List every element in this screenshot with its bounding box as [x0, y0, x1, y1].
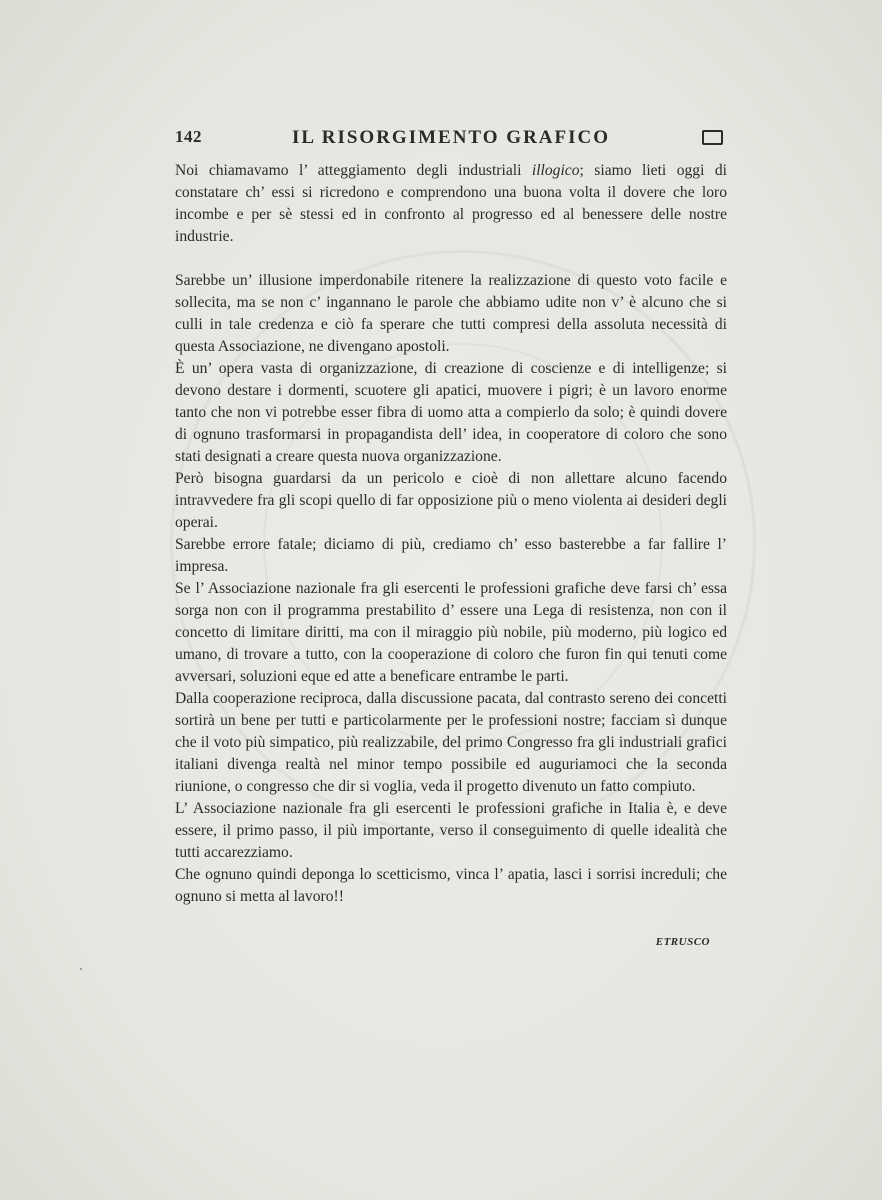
running-title: IL RISORGIMENTO GRAFICO [291, 127, 611, 148]
paragraph: È un’ opera vasta di organizzazione, di creazione di coscienze e di intelligenze; si devono destare i dormenti, scuotere gli apatici, muovere i pigri; è un lavoro enorme tanto che non vi potrebbe esser fibra di uomo atta a compierlo da solo; è quindi dovere di ognuno trasformarsi in propagandista dell’ idea, in cooperatore di coloro che sono stati designati a creare questa nuova organizzazione. [175, 360, 727, 465]
paragraph: Che ognuno quindi deponga lo scetticismo, vinca l’ apatia, lasci i sorrisi increduli; che ognuno si metta al lavoro!! [175, 866, 727, 905]
paragraph: L’ Associazione nazionale fra gli esercenti le professioni grafiche in Italia è, e deve essere, il primo passo, il più importante, verso il conseguimento di quelle idealità che tutti accarezziamo. [175, 800, 727, 861]
paper-speck [80, 968, 82, 970]
paragraph: Se l’ Associazione nazionale fra gli esercenti le professioni grafiche deve farsi ch’ essa sorga non con il programma prestabilito d’ essere una Lega di resistenza, non con il concetto di limitare diritti, ma con il miraggio più nobile, più moderno, più logico ed umano, di trovare a tutto, con la cooperazione di coloro che furon fin qui tenuti come avversari, soluzioni eque ed atte a beneficare entrambe le parti. [175, 580, 727, 685]
article-body [175, 160, 727, 908]
paragraph: Però bisogna guardarsi da un pericolo e cioè di non allettare alcuno facendo intravvedere fra gli scopi quello di far opposizione più o meno violenta ai desideri degli operai. [175, 470, 727, 531]
paragraph-text: ; siamo lieti oggi di constatare ch’ essi si ricredono e comprendono una buona volta il dovere che loro incombe e per sè stessi ed in confronto al progresso ed al benessere delle nostre industrie. [175, 162, 728, 245]
paragraph: Dalla cooperazione reciproca, dalla discussione pacata, dal contrasto sereno dei concetti sortirà un bene per tutti e particolarmente per le professioni nostre; facciam sì dunque che il voto più simpatico, più realizzabile, del primo Congresso fra gli industriali grafici italiani divenga realtà nel minor tempo possibile ed auguriamoci che la seconda riunione, o congresso che dir si voglia, veda il progetto divenuto un fatto compiuto. [175, 690, 727, 795]
paragraph-text: Noi chiamavamo l’ atteggiamento degli industriali [175, 162, 532, 179]
page-number: 142 [175, 127, 202, 146]
italic-word: illogico [531, 162, 580, 179]
author-signature: ETRUSCO [655, 936, 710, 948]
paragraph: Sarebbe errore fatale; diciamo di più, crediamo ch’ esso basterebbe a far fallire l’ impresa. [175, 536, 727, 575]
paragraph: Sarebbe un’ illusione imperdonabile ritenere la realizzazione di questo voto facile e sollecita, ma se non c’ ingannano le parole che abbiamo udite non v’ è alcuno che si culli in tale credenza e ciò fa sperare che tutti compresi della assoluta necessità di questa Associazione, ne divengano apostoli. [175, 272, 727, 355]
rectangle-ornament-icon [702, 130, 723, 145]
page-header [175, 127, 727, 151]
paragraph [175, 160, 727, 248]
